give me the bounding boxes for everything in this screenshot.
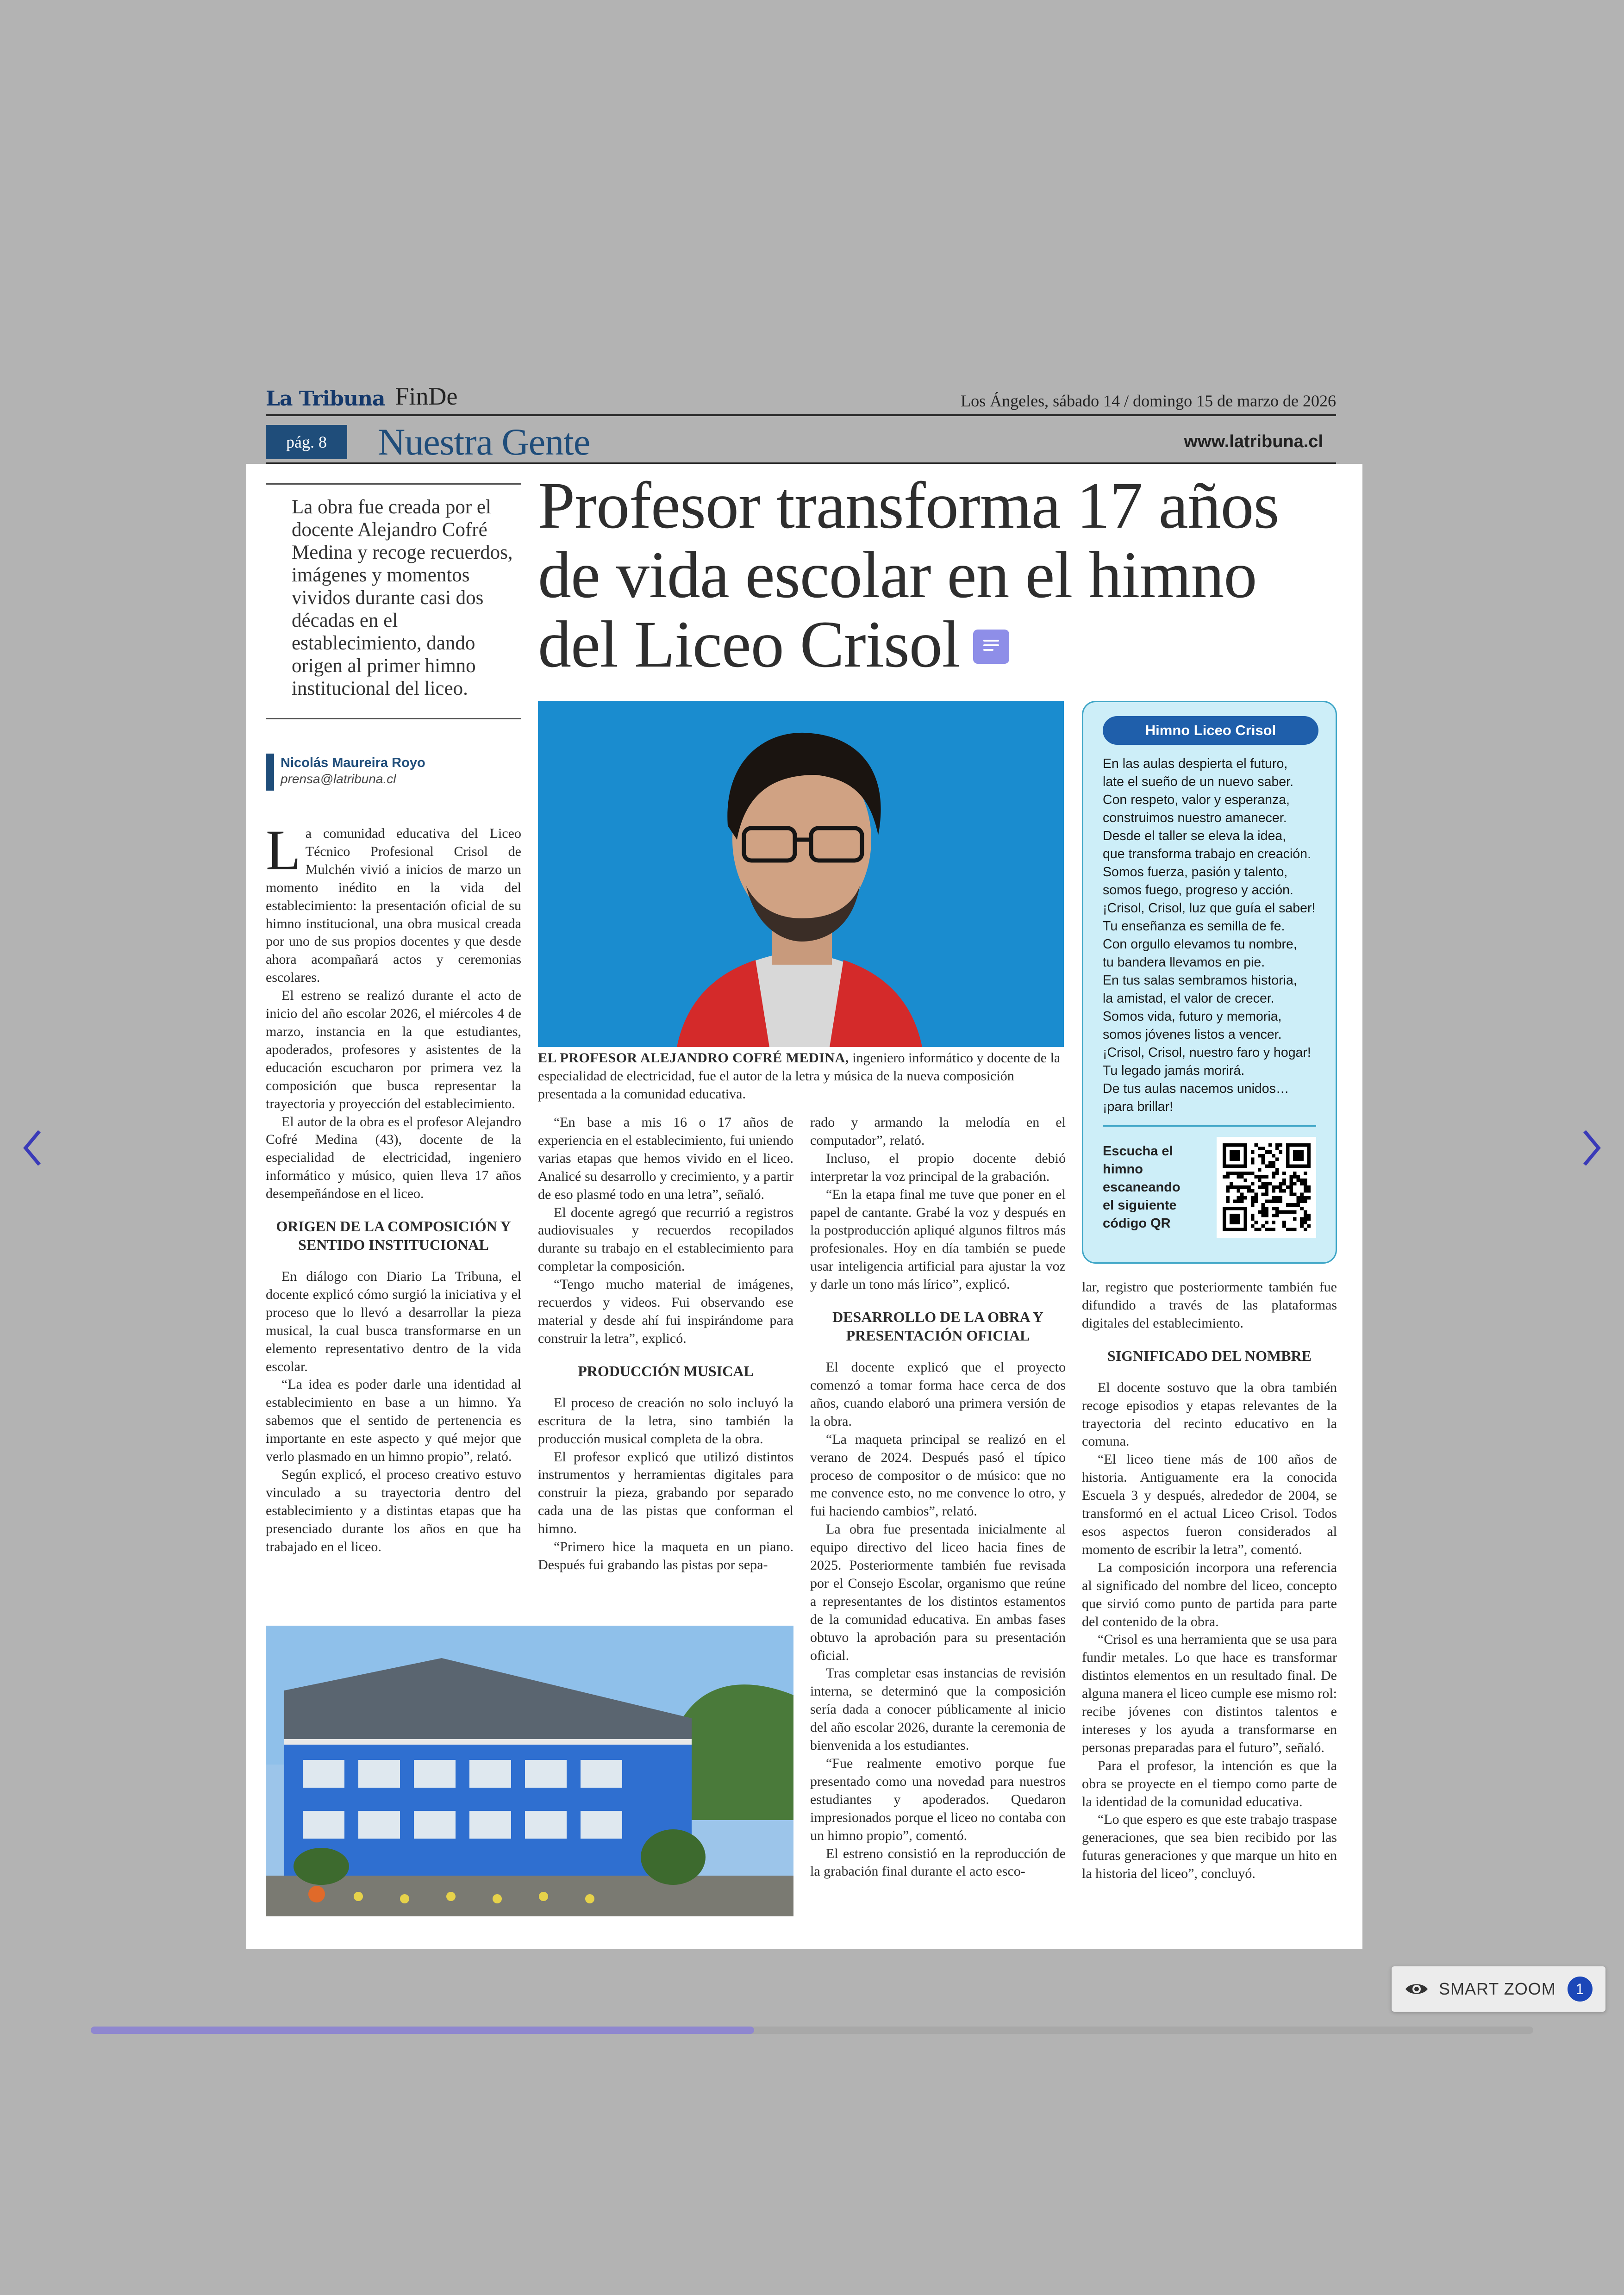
anthem-line: Tu enseñanza es semilla de fe. [1103,919,1285,934]
anthem-line: que transforma trabajo en creación. [1103,847,1311,861]
anthem-line: tu bandera llevamos en pie. [1103,955,1265,970]
anthem-line: Con orgullo elevamos tu nombre, [1103,937,1297,952]
qr-instructions: Escucha el himno escaneando el siguiente código QR [1103,1143,1181,1231]
caption-text: ingeniero informático y docente de la especialidad de electricidad, fue el autor de la letra y música de la nueva composición presentada a la comunidad educativa. [538,1050,1061,1102]
qr-code-icon[interactable] [1217,1137,1316,1238]
smart-zoom-label: SMART ZOOM [1439,1979,1556,1998]
paragraph: “El liceo tiene más de 100 años de historia. Antiguamente era la conocida Escuela 3 y después, alrededor de 2004, se transformó en el actual Liceo Crisol. Todos esos aspectos fueron considerados al momento de escribir la letra”, comentó. [1082,1452,1337,1557]
drop-cap: L [266,818,301,882]
chevron-left-icon [19,1127,46,1169]
caption-lead: EL PROFESOR ALEJANDRO COFRÉ MEDINA, [538,1050,849,1066]
author-name: Nicolás Maureira Royo [281,755,425,770]
paragraph: “Fue realmente emotivo porque fue presentado como una novedad para nuestros estudiantes y apoderados. Quedaron impresionados porque el liceo no contaba con un himno propio”, comentó. [810,1756,1066,1843]
anthem-line: Desde el taller se eleva la idea, [1103,829,1287,843]
anthem-line: En las aulas despierta el futuro, [1103,756,1288,771]
paragraph: La obra fue presentada inicialmente al equipo directivo del liceo hacia fines de 2025. Posteriormente también fue revisada por el Consejo Escolar, organismo que reúne a representantes de los distintos estamentos de la comunidad educativa. En ambas fases obtuvo la aprobación para su presentación oficial. [810,1522,1066,1663]
anthem-sidebar [1082,701,1337,1264]
paragraph: Tras completar esas instancias de revisión interna, se determinó que la composición sería dada a conocer públicamente al inicio del año escolar 2026, durante la ceremonia de bienvenida a los estudiantes. [810,1665,1066,1753]
section-header [266,421,1336,464]
anthem-line: Tu legado jamás morirá. [1103,1063,1245,1078]
paragraph: “Lo que espero es que este trabajo traspase generaciones, que sea bien recibido por las futuras generaciones y que marque un hito en la historia del liceo”, concluyó. [1082,1812,1337,1882]
byline [266,754,425,791]
paragraph: “Crisol es una herramienta que se usa para fundir metales. Lo que hace es transformar distintos elementos en un resultado final. De alguna manera el liceo cumple ese mismo rol: recibe jóvenes con distintos talentos e intereses y los ayuda a transformarse en personas preparadas para el futuro”, señaló. [1082,1632,1337,1755]
qr-section [1103,1137,1316,1238]
paragraph: El autor de la obra es el profesor Alejandro Cofré Medina (43), docente de la especialidad de electricidad, ingeniero informático y músico, quien lleva 17 años desempeñándose en el liceo. [266,1114,521,1202]
subheading: DESARROLLO DE LA OBRA Y PRESENTACIÓN OFICIAL [832,1309,1043,1344]
paragraph: En diálogo con Diario La Tribuna, el docente explicó cómo surgió la iniciativa y el proceso que lo llevó a desarrollar la pieza musical, la cual busca transformarse en un elemento representativo dentro de la vida escolar. [266,1269,521,1374]
newspaper-masthead [266,382,1336,416]
paragraph: El docente explicó que el proyecto comenzó a tomar forma hace cerca de dos años, cuando elaboró una primera versión de la obra. [810,1360,1066,1429]
eye-icon [1405,1981,1429,1997]
photo-caption [538,1049,1064,1103]
divider [1103,1125,1316,1127]
note-icon[interactable] [973,630,1009,664]
anthem-line: Somos fuerza, pasión y talento, [1103,865,1288,879]
paragraph: El proceso de creación no solo incluyó la escritura de la letra, sino también la producción musical completa de la obra. [538,1395,793,1447]
anthem-line: ¡para brillar! [1103,1099,1174,1114]
paragraph: lar, registro que posteriormente también fue difundido a través de las plataformas digitales del establecimiento. [1082,1279,1337,1331]
anthem-line: somos fuego, progreso y acción. [1103,883,1293,898]
anthem-lyrics [1103,755,1316,1116]
paragraph: La comunidad educativa del Liceo Técnico Profesional Crisol de Mulchén vivió a inicios de marzo un momento inédito en la vida del establecimiento: la presentación oficial de su himno institucional, una obra musical creada por uno de sus propios docentes y que desde ahora acompañará actos y ceremonias escolares. [266,818,521,985]
paragraph: “En la etapa final me tuve que poner en el papel de cantante. Grabé la voz y después en la postproducción apliqué algunos filtros más profesionales. Hoy en día también se puede usar inteligencia artificial para ajustar la voz y darle un tono más lírico”, explicó. [810,1186,1066,1292]
paragraph: “La idea es poder darle una identidad al establecimiento en base a un himno. Ya sabemos que el sentido de pertenencia es importante en este aspecto y qué mejor que verlo plasmado en un himno propio”, relató. [266,1377,521,1465]
article-column-3 [810,1114,1066,1881]
paragraph: El docente agregó que recurrió a registros audiovisuales y recuerdos recopilados durante su trabajo en el establecimiento para completar la composición. [538,1204,793,1274]
chevron-right-icon [1578,1127,1605,1169]
progress-fill [91,2027,754,2034]
lead-summary: La obra fue creada por el docente Alejandro Cofré Medina y recoge recuerdos, imágenes y momentos vividos durante casi dos décadas en el establecimiento, dando origen al primer himno institucional del liceo. [266,483,521,719]
teacher-portrait-photo [538,701,1064,1047]
anthem-line: Con respeto, valor y esperanza, [1103,792,1290,807]
smart-zoom-button[interactable] [1392,1966,1605,2012]
next-page-button[interactable] [1564,1118,1619,1178]
supplement-name: FinDe [395,382,458,410]
page-number-badge: pág. 8 [266,425,347,459]
subheading: ORIGEN DE LA COMPOSICIÓN Y SENTIDO INSTITUCIONAL [276,1218,511,1254]
paragraph: El profesor explicó que utilizó distintos instrumentos y herramientas digitales para construir la pieza, grabando por separado cada una de las pistas que conforman el himno. [538,1449,793,1537]
paragraph: “Tengo mucho material de imágenes, recuerdos y videos. Fui observando ese material y desde ahí fui inspirándome para construir la letra”, explicó. [538,1277,793,1346]
anthem-line: En tus salas sembramos historia, [1103,973,1297,988]
anthem-line: ¡Crisol, Crisol, luz que guía el saber! [1103,901,1316,916]
paragraph: Para el profesor, la intención es que la obra se proyecte en el tiempo como parte de la identidad de la comunidad educativa. [1082,1758,1337,1809]
anthem-line: somos jóvenes listos a vencer. [1103,1027,1282,1042]
section-title: Nuestra Gente [378,420,590,463]
previous-page-button[interactable] [5,1118,60,1178]
article-column-4 [1082,1278,1337,1883]
newspaper-logo: La Tribuna [266,387,385,411]
subheading: SIGNIFICADO DEL NOMBRE [1107,1347,1312,1364]
smart-zoom-count-badge: 1 [1568,1977,1593,2002]
headline-text: Profesor transforma 17 años de vida escolar en el himno del Liceo Crisol [538,469,1279,681]
paragraph: “Primero hice la maqueta en un piano. Después fui grabando las pistas por sepa- [538,1539,793,1572]
anthem-line: construimos nuestro amanecer. [1103,811,1287,825]
anthem-line: late el sueño de un nuevo saber. [1103,774,1293,789]
article-column-2 [538,1114,793,1574]
article-column-1 [266,818,521,1556]
paragraph: Según explicó, el proceso creativo estuvo vinculado a su trayectoria dentro del establecimiento y a distintas etapas que ha presenciado durante los años en que ha trabajado en el liceo. [266,1467,521,1554]
anthem-line: Somos vida, futuro y memoria, [1103,1009,1282,1024]
sidebar-title: Himno Liceo Crisol [1103,716,1318,745]
school-building-photo [266,1626,793,1916]
anthem-line: ¡Crisol, Crisol, nuestro faro y hogar! [1103,1045,1311,1060]
paragraph: El docente sostuvo que la obra también recoge episodios y etapas relevantes de la trayectoria del recinto educativo en la comuna. [1082,1379,1337,1449]
dateline: Los Ángeles, sábado 14 / domingo 15 de marzo de 2026 [961,392,1336,410]
paragraph: El estreno se realizó durante el acto de inicio del año escolar 2026, el miércoles 4 de marzo, instancia en la que estudiantes, apoderados, profesores y asistentes de la educación escucharon por primera vez la composición que busca representar la trayectoria y proyección del establecimiento. [266,988,521,1111]
website-link[interactable]: www.latribuna.cl [1184,432,1323,451]
anthem-line: la amistad, el valor de crecer. [1103,991,1274,1006]
paragraph: El estreno consistió en la reproducción de la grabación final durante el acto esco- [810,1846,1066,1879]
paragraph: “En base a mis 16 o 17 años de experiencia en el establecimiento, fui uniendo varias etapas que hemos vivido en el liceo. Analicé su desarrollo y crecimiento, y a partir de eso plasmé todo en una letra”, señaló. [538,1115,793,1202]
paragraph: rado y armando la melodía en el computador”, relató. [810,1115,1066,1148]
anthem-line: De tus aulas nacemos unidos… [1103,1081,1289,1096]
paragraph: Incluso, el propio docente debió interpretar la voz principal de la grabación. [810,1150,1066,1184]
article-headline [538,471,1343,680]
author-email[interactable]: prensa@latribuna.cl [281,772,396,786]
subheading: PRODUCCIÓN MUSICAL [578,1362,754,1379]
paragraph: “La maqueta principal se realizó en el verano de 2024. Después pasó el típico proceso de compositor o de músico: que no me convence esto, no me convence lo otro, y fui haciendo cambios”, relató. [810,1431,1066,1519]
page-progress-bar[interactable] [91,2027,1533,2034]
paragraph: La composición incorpora una referencia al significado del nombre del liceo, concepto que sirvió como punto de partida para parte del contenido de la obra. [1082,1559,1337,1629]
